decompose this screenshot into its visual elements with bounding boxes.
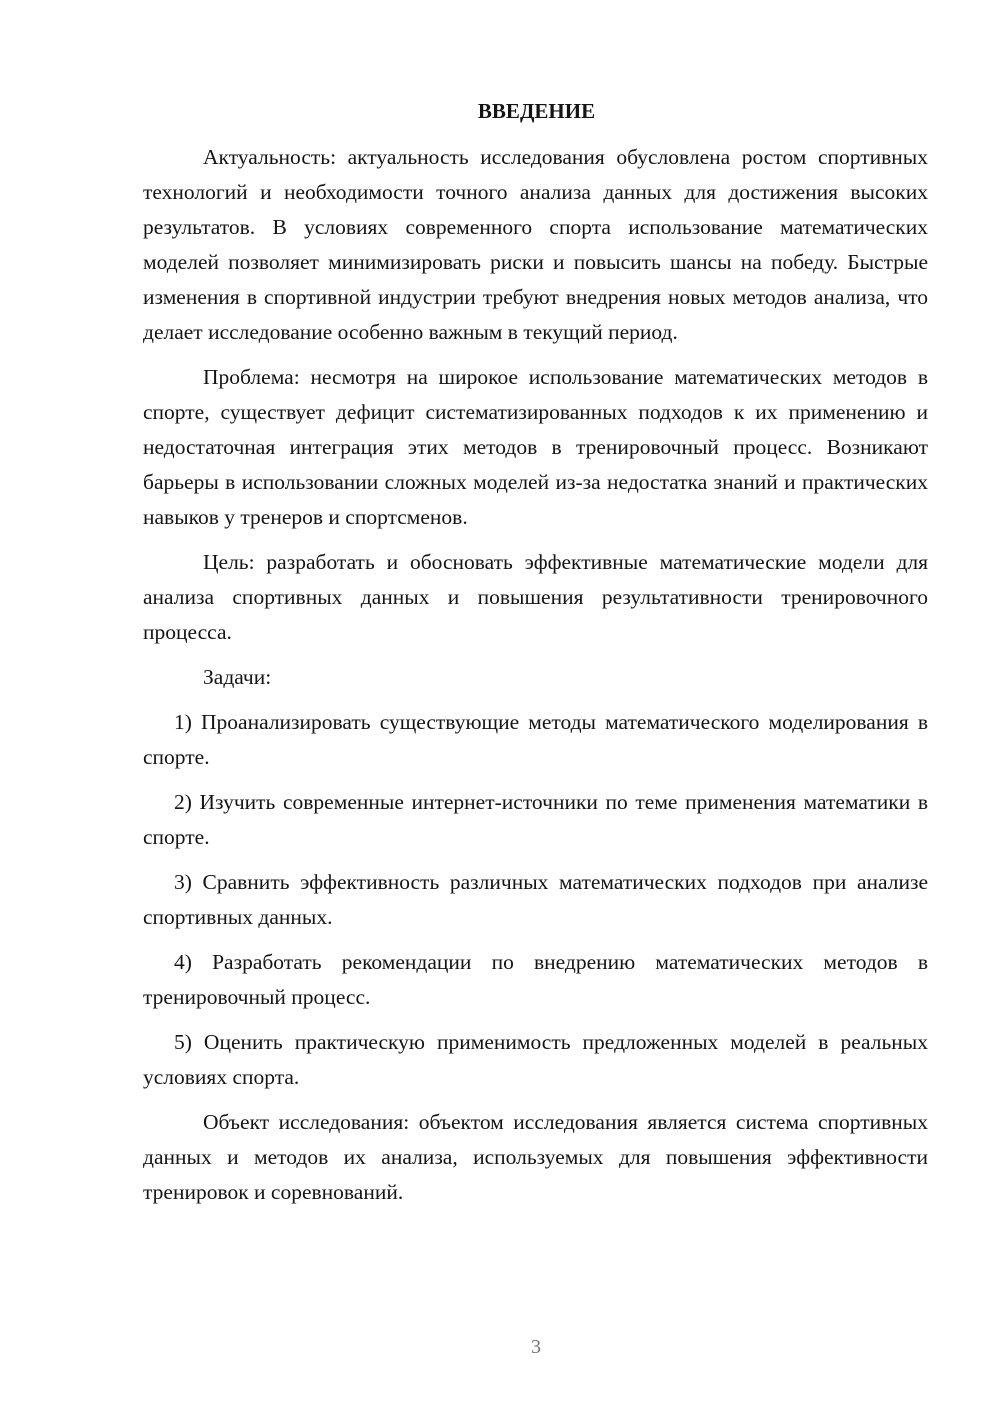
page-number: 3 bbox=[531, 1336, 541, 1358]
task-item-4: 4) Разработать рекомендации по внедрению математических методов в тренировочный процесс. bbox=[143, 950, 928, 1009]
document-page bbox=[143, 97, 928, 1210]
problem-paragraph: Проблема: несмотря на широкое использование математических методов в спорте, существует дефицит систематизированных подходов к их применению и недостаточная интеграция этих методов в тренировочный процесс. Возникают барьеры в использовании сложных моделей из-за недостатка знаний и практических навыков у тренеров и спортсменов. bbox=[143, 365, 928, 529]
section-heading: ВВЕДЕНИЕ bbox=[477, 99, 596, 123]
task-item-2: 2) Изучить современные интернет-источники по теме применения математики в спорте. bbox=[143, 790, 928, 849]
goal-paragraph: Цель: разработать и обосновать эффективные математические модели для анализа спортивных данных и повышения результативности тренировочного процесса. bbox=[143, 550, 928, 644]
tasks-label: Задачи: bbox=[203, 665, 272, 689]
relevance-paragraph: Актуальность: актуальность исследования обусловлена ростом спортивных технологий и необходимости точного анализа данных для достижения высоких результатов. В условиях современного спорта использование математических моделей позволяет минимизировать риски и повысить шансы на победу. Быстрые изменения в спортивной индустрии требуют внедрения новых методов анализа, что делает исследование особенно важным в текущий период. bbox=[143, 145, 928, 344]
task-item-1: 1) Проанализировать существующие методы математического моделирования в спорте. bbox=[143, 710, 928, 769]
task-item-5: 5) Оценить практическую применимость предложенных моделей в реальных условиях спорта. bbox=[143, 1030, 928, 1089]
task-item-3: 3) Сравнить эффективность различных математических подходов при анализе спортивных данных. bbox=[143, 870, 928, 929]
object-paragraph: Объект исследования: объектом исследования является система спортивных данных и методов их анализа, используемых для повышения эффективности тренировок и соревнований. bbox=[143, 1110, 928, 1204]
